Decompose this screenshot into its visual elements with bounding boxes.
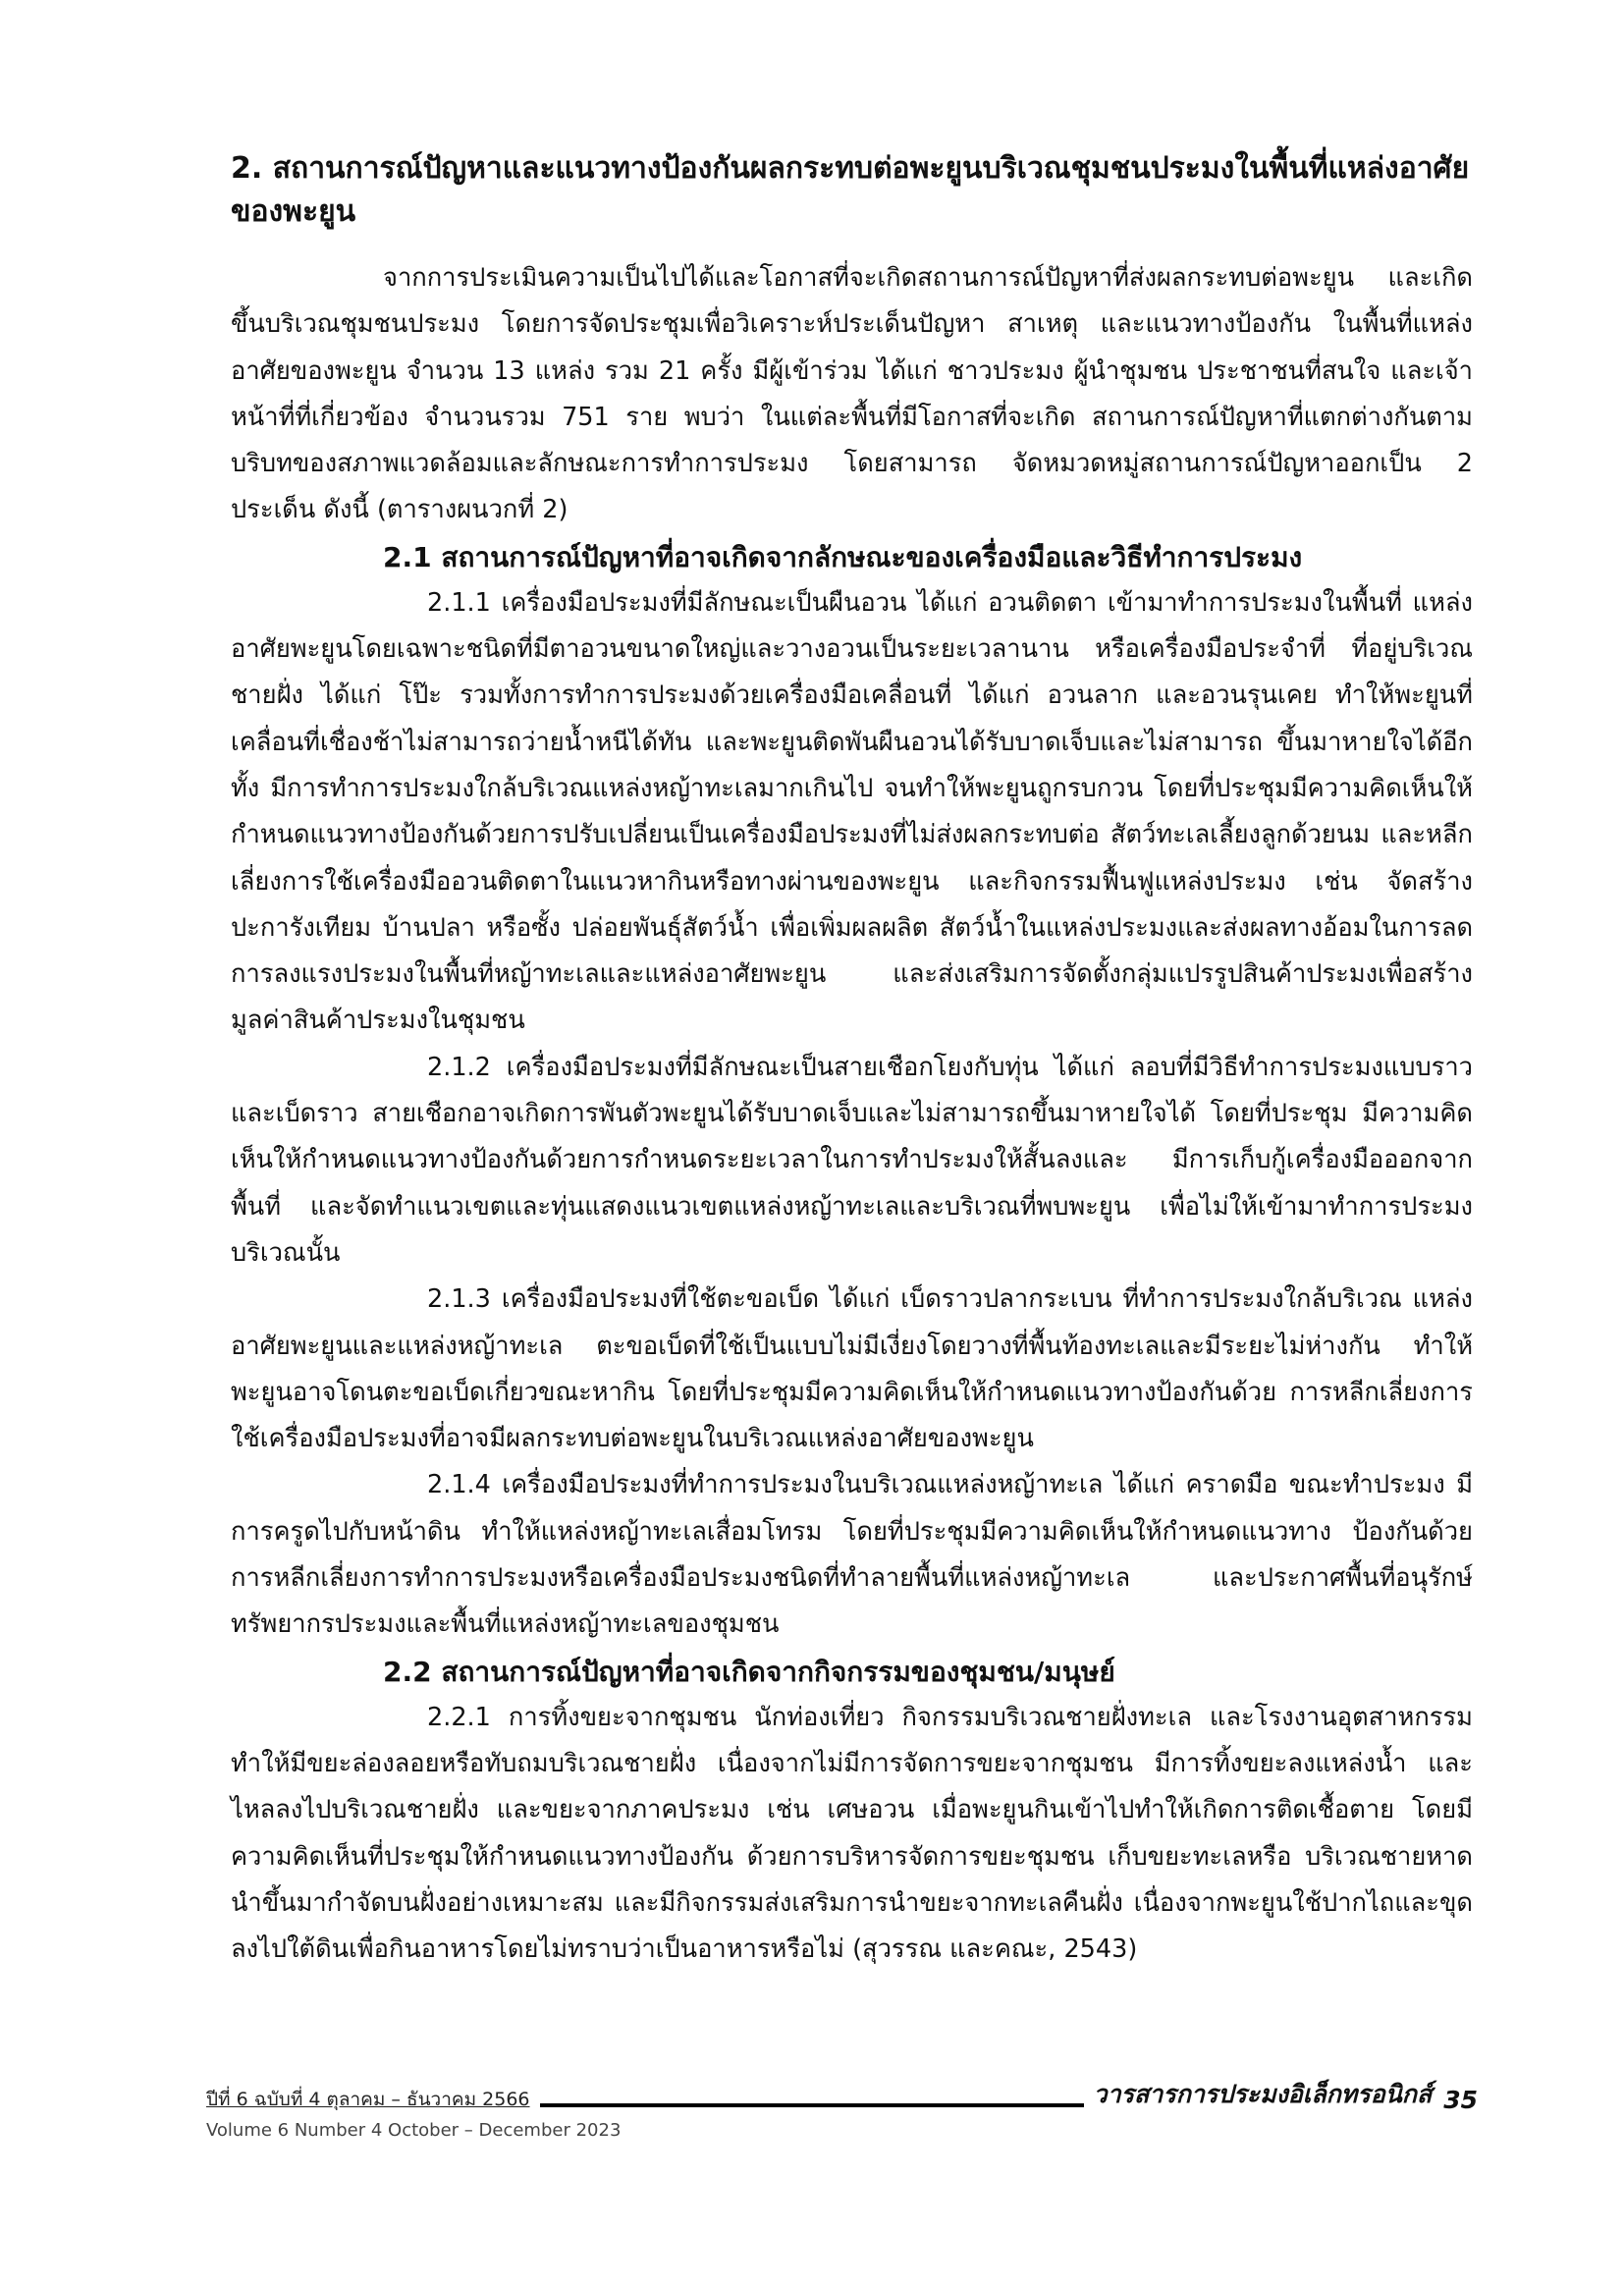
subsection-2-1-title: 2.1 สถานการณ์ปัญหาที่อาจเกิดจากลักษณะของเครื่องมือและวิธีทำการประมง [383, 540, 1303, 573]
issue-english: Volume 6 Number 4 October – December 2023 [206, 2120, 622, 2141]
subsection-2-2-title: 2.2 สถานการณ์ปัญหาที่อาจเกิดจากกิจกรรมของชุมชน/มนุษย์ [383, 1655, 1115, 1688]
paragraph-2-2-1: 2.2.1 การทิ้งขยะจากชุมชน นักท่องเที่ยว กิจกรรมบริเวณชายฝั่งทะเล และโรงงานอุตสาหกรรม ทำให้มีขยะล่องลอยหรือทับถมบริเวณชายฝั่ง เนื่องจากไม่มีการจัดการขยะจากชุมชน มีการทิ้งขยะลงแหล่งน้ำ และไหลลงไปบริเวณชายฝั่ง และขยะจากภาคประมง เช่น เศษอวน เมื่อพะยูนกินเข้าไปทำให้เกิดการติดเชื้อตาย โดยมีความคิดเห็นที่ประชุมให้กำหนดแนวทางป้องกัน ด้วยการบริหารจัดการขยะชุมชน เก็บขยะทะเลหรือ บริเวณชายหาด นำขึ้นมากำจัดบนฝั่งอย่างเหมาะสม และมีกิจกรรมส่งเสริมการนำขยะจากทะเลคืนฝั่ง เนื่องจากพะยูนใช้ปากไถและขุดลงไปใต้ดินเพื่อกินอาหารโดยไม่ทราบว่าเป็นอาหารหรือไม่ (สุวรรณ และคณะ, 2543) [231, 1702, 1473, 1965]
paragraph-2-1-3: 2.1.3 เครื่องมือประมงที่ใช้ตะขอเบ็ด ได้แก่ เบ็ดราวปลากระเบน ที่ทำการประมงใกล้บริเวณ แหล่งอาศัยพะยูนและแหล่งหญ้าทะเล ตะขอเบ็ดที่ใช้เป็นแบบไม่มีเงี่ยงโดยวางที่พื้นท้องทะเลและมีระยะไม่ห่างกัน ทำให้พะยูนอาจโดนตะขอเบ็ดเกี่ยวขณะหากิน โดยที่ประชุมมีความคิดเห็นให้กำหนดแนวทางป้องกันด้วย การหลีกเลี่ยงการใช้เครื่องมือประมงที่อาจมีผลกระทบต่อพะยูนในบริเวณแหล่งอาศัยของพะยูน [231, 1284, 1473, 1454]
paragraph-2-1-2: 2.1.2 เครื่องมือประมงที่มีลักษณะเป็นสายเชือกโยงกับทุ่น ได้แก่ ลอบที่มีวิธีทำการประมงแบบราว และเบ็ดราว สายเชือกอาจเกิดการพันตัวพะยูนได้รับบาดเจ็บและไม่สามารถขึ้นมาหายใจได้ โดยที่ประชุม มีความคิดเห็นให้กำหนดแนวทางป้องกันด้วยการกำหนดระยะเวลาในการทำประมงให้สั้นลงและ มีการเก็บกู้เครื่องมือออกจากพื้นที่ และจัดทำแนวเขตและทุ่นแสดงแนวเขตแหล่งหญ้าทะเลและบริเวณที่พบพะยูน เพื่อไม่ให้เข้ามาทำการประมงบริเวณนั้น [231, 1052, 1473, 1268]
paragraph-2-1-1: 2.1.1 เครื่องมือประมงที่มีลักษณะเป็นผืนอวน ได้แก่ อวนติดตา เข้ามาทำการประมงในพื้นที่ แหล่งอาศัยพะยูนโดยเฉพาะชนิดที่มีตาอวนขนาดใหญ่และวางอวนเป็นระยะเวลานาน หรือเครื่องมือประจำที่ ที่อยู่บริเวณชายฝั่ง ได้แก่ โป๊ะ รวมทั้งการทำการประมงด้วยเครื่องมือเคลื่อนที่ ได้แก่ อวนลาก และอวนรุนเคย ทำให้พะยูนที่เคลื่อนที่เชื่องช้าไม่สามารถว่ายน้ำหนีได้ทัน และพะยูนติดพันผืนอวนได้รับบาดเจ็บและไม่สามารถ ขึ้นมาหายใจได้อีกทั้ง มีการทำการประมงใกล้บริเวณแหล่งหญ้าทะเลมากเกินไป จนทำให้พะยูนถูกรบกวน โดยที่ประชุมมีความคิดเห็นให้กำหนดแนวทางป้องกันด้วยการปรับเปลี่ยนเป็นเครื่องมือประมงที่ไม่ส่งผลกระทบต่อ สัตว์ทะเลเลี้ยงลูกด้วยนม และหลีกเลี่ยงการใช้เครื่องมืออวนติดตาในแนวหากินหรือทางผ่านของพะยูน และกิจกรรมฟื้นฟูแหล่งประมง เช่น จัดสร้างปะการังเทียม บ้านปลา หรือซั้ง ปล่อยพันธุ์สัตว์น้ำ เพื่อเพิ่มผลผลิต สัตว์น้ำในแหล่งประมงและส่งผลทางอ้อมในการลดการลงแรงประมงในพื้นที่หญ้าทะเลและแหล่งอาศัยพะยูน และส่งเสริมการจัดตั้งกลุ่มแปรรูปสินค้าประมงเพื่อสร้างมูลค่าสินค้าประมงในชุมชน [231, 587, 1473, 1036]
footer-row [206, 2075, 1478, 2114]
issue-thai: ปีที่ 6 ฉบับที่ 4 ตุลาคม – ธันวาคม 2566 [206, 2089, 530, 2110]
footer-rule [540, 2103, 1084, 2107]
page-content [231, 147, 1473, 1973]
section-title: 2. สถานการณ์ปัญหาและแนวทางป้องกันผลกระทบต่อพะยูนบริเวณชุมชนประมงในพื้นที่แหล่งอาศัยของพะยูน [231, 151, 1470, 229]
page-number: 35 [1443, 2086, 1478, 2114]
intro-paragraph: จากการประเมินความเป็นไปได้และโอกาสที่จะเกิดสถานการณ์ปัญหาที่ส่งผลกระทบต่อพะยูน และเกิดขึ้นบริเวณชุมชนประมง โดยการจัดประชุมเพื่อวิเคราะห์ประเด็นปัญหา สาเหตุ และแนวทางป้องกัน ในพื้นที่แหล่งอาศัยของพะยูน จำนวน 13 แหล่ง รวม 21 ครั้ง มีผู้เข้าร่วม ได้แก่ ชาวประมง ผู้นำชุมชน ประชาชนที่สนใจ และเจ้าหน้าที่ที่เกี่ยวข้อง จำนวนรวม 751 ราย พบว่า ในแต่ละพื้นที่มีโอกาสที่จะเกิด สถานการณ์ปัญหาที่แตกต่างกันตามบริบทของสภาพแวดล้อมและลักษณะการทำการประมง โดยสามารถ จัดหมวดหมู่สถานการณ์ปัญหาออกเป็น 2 ประเด็น ดังนี้ (ตารางผนวกที่ 2) [231, 263, 1473, 525]
page-footer [206, 2075, 1478, 2141]
journal-name: วารสารการประมงอิเล็กทรอนิกส์ [1093, 2080, 1433, 2108]
paragraph-2-1-4: 2.1.4 เครื่องมือประมงที่ทำการประมงในบริเวณแหล่งหญ้าทะเล ได้แก่ คราดมือ ขณะทำประมง มีการครูดไปกับหน้าดิน ทำให้แหล่งหญ้าทะเลเสื่อมโทรม โดยที่ประชุมมีความคิดเห็นให้กำหนดแนวทาง ป้องกันด้วยการหลีกเลี่ยงการทำการประมงหรือเครื่องมือประมงชนิดที่ทำลายพื้นที่แหล่งหญ้าทะเล และประกาศพื้นที่อนุรักษ์ทรัพยากรประมงและพื้นที่แหล่งหญ้าทะเลของชุมชน [231, 1470, 1473, 1640]
